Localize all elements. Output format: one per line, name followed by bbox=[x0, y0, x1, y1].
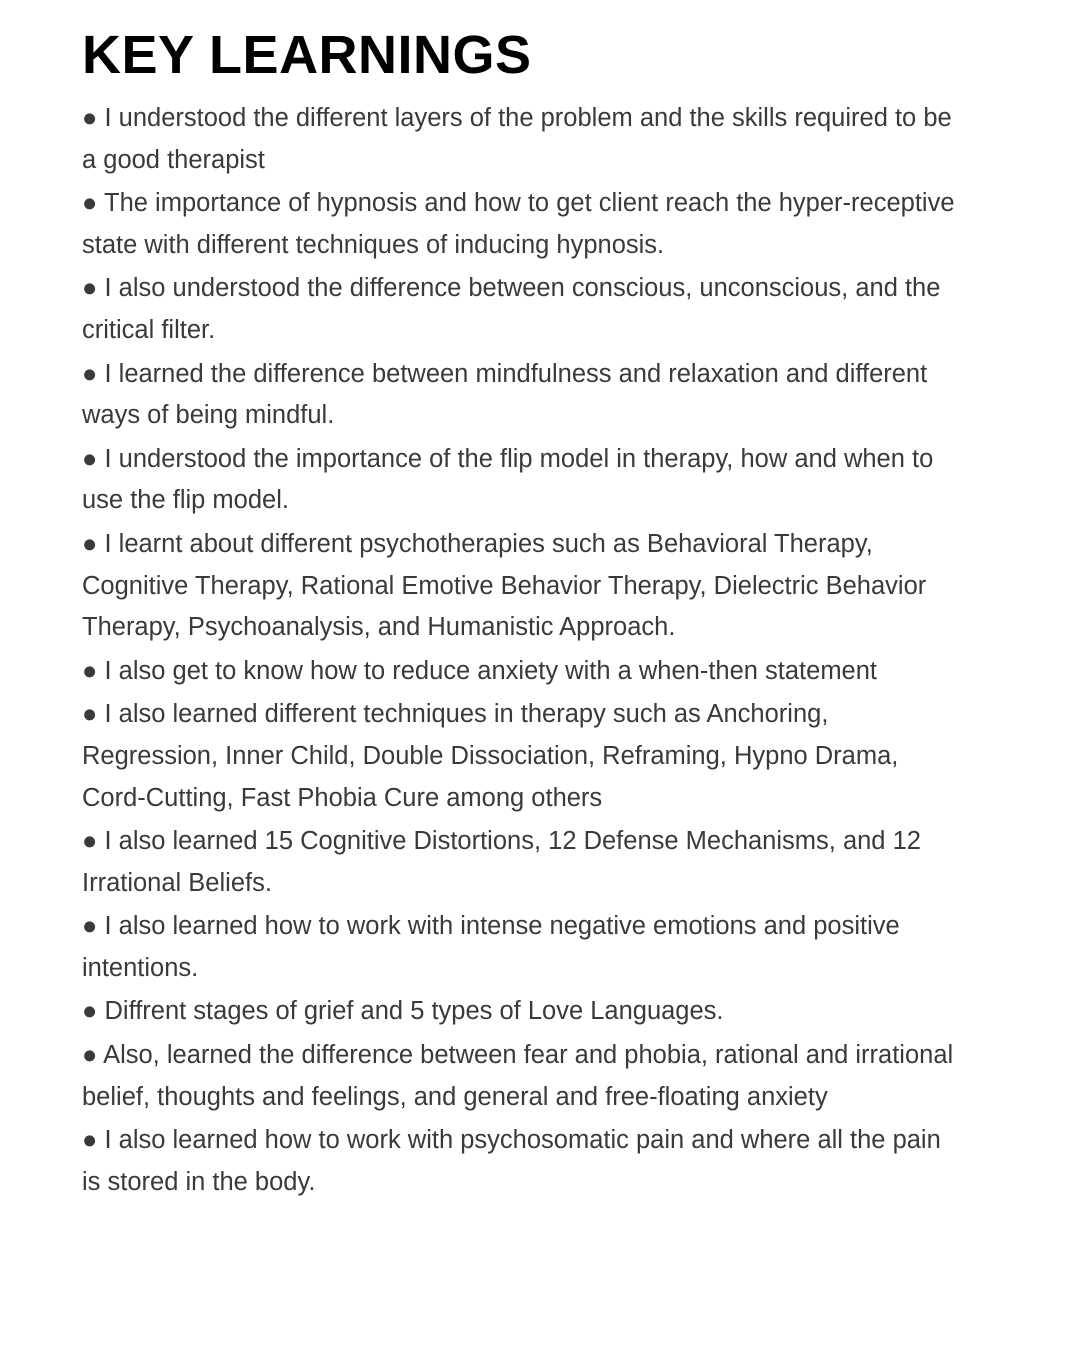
list-item: ● I also learned 15 Cognitive Distortions, 12 Defense Mechanisms, and 12 Irrational Beliefs. bbox=[82, 827, 921, 897]
list-item: ● I also learned how to work with psychosomatic pain and where all the pain is stored in the body. bbox=[82, 1126, 941, 1196]
list-item: ● I also learned how to work with intense negative emotions and positive intentions. bbox=[82, 912, 900, 982]
list-item: ● I also understood the difference between conscious, unconscious, and the critical filter. bbox=[82, 274, 941, 344]
list-item: ● Also, learned the difference between fear and phobia, rational and irrational belief, thoughts and feelings, and general and free-floating anxiety bbox=[82, 1041, 954, 1111]
list-item: ● I also get to know how to reduce anxiety with a when-then statement bbox=[82, 656, 878, 685]
list-item: ● I understood the different layers of the problem and the skills required to be a good therapist bbox=[82, 104, 952, 174]
list-item: ● I learnt about different psychotherapies such as Behavioral Therapy, Cognitive Therapy, Rational Emotive Behavior Therapy, Dielectric Behavior Therapy, Psychoanalysis, and Humanistic Approach. bbox=[82, 529, 927, 642]
list-item: ● The importance of hypnosis and how to get client reach the hyper-receptive state with different techniques of inducing hypnosis. bbox=[82, 189, 955, 259]
key-learnings-list bbox=[82, 98, 962, 1205]
list-item: ● I understood the importance of the flip model in therapy, how and when to use the flip model. bbox=[82, 444, 934, 515]
list-item: ● I also learned different techniques in therapy such as Anchoring, Regression, Inner Child, Double Dissociation, Reframing, Hypno Drama, Cord-Cutting, Fast Phobia Cure among others bbox=[82, 700, 899, 812]
page-title: KEY LEARNINGS bbox=[82, 25, 532, 85]
list-item: ● Diffrent stages of grief and 5 types of Love Languages. bbox=[82, 997, 724, 1026]
list-item: ● I learned the difference between mindfulness and relaxation and different ways of being mindful. bbox=[82, 359, 928, 430]
